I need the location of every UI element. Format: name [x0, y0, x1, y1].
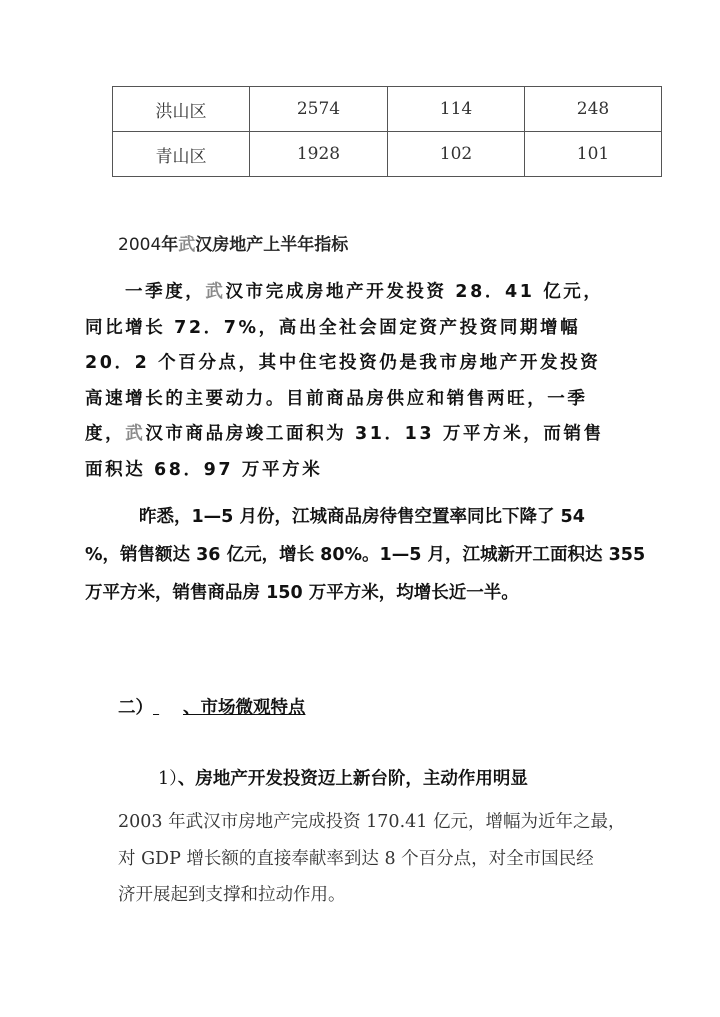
paragraph-line: %，销售额达 36 亿元，增长 80%。1—5 月，江城新开工面积达 355 [85, 545, 646, 565]
paragraph-line: 面积达 68．97 万平方米 [85, 459, 323, 480]
district-data-table [112, 86, 662, 177]
section-underline-gap [153, 698, 183, 718]
paragraph-line [85, 417, 645, 453]
table-cell: 洪山区 [113, 87, 250, 132]
heading-post: 汉房地产上半年指标 [195, 235, 349, 255]
paragraph-line: 高速增长的主要动力。目前商品房供应和销售两旺，一季 [85, 388, 588, 409]
table-cell: 101 [525, 132, 662, 177]
text-span: 汉市商品房竣工面积为 31．13 万平方米，而销售 [145, 424, 604, 444]
paragraph-line: 万平方米，销售商品房 150 万平方米，均增长近一半。 [85, 583, 519, 603]
text-span-wu: 武 [205, 282, 226, 302]
table-cell: 248 [525, 87, 662, 132]
paragraph-line: 昨悉，1—5 月份，江城商品房待售空置率同比下降了 54 [139, 507, 585, 527]
heading-pre: 年 [161, 235, 179, 255]
table-cell: 青山区 [113, 132, 250, 177]
text-span-wu: 武 [125, 424, 146, 444]
section-title: 、市场微观特点 [183, 698, 306, 718]
paragraph-line: 济开展起到支撑和拉动作用。 [118, 885, 346, 905]
paragraph-may-sales [85, 498, 645, 612]
table-cell: 2574 [250, 87, 388, 132]
section-number: 二） [118, 698, 153, 718]
paragraph-line [85, 275, 645, 311]
paragraph-q1-investment [85, 275, 645, 488]
paragraph-2003-investment [118, 804, 648, 914]
subheading-number: 1） [158, 769, 178, 789]
paragraph-line: 20．2 个百分点，其中住宅投资仍是我市房地产开发投资 [85, 353, 601, 373]
section-heading-2004 [118, 230, 348, 255]
paragraph-line: 同比增长 72．7%，高出全社会固定资产投资同期增幅 [85, 317, 581, 338]
paragraph-line: 对 GDP 增长额的直接奉献率到达 8 个百分点，对全市国民经 [118, 848, 594, 869]
subheading-investment [158, 765, 528, 790]
text-span: 度， [85, 424, 126, 444]
text-span: 汉市完成房地产开发投资 28．41 亿元， [225, 282, 604, 302]
table-cell: 1928 [250, 132, 388, 177]
text-span: 一季度， [125, 282, 206, 302]
paragraph-line: 2003 年武汉市房地产完成投资 170.41 亿元，增幅为近年之最， [118, 812, 626, 832]
table-cell: 114 [388, 87, 525, 132]
table-cell: 102 [388, 132, 525, 177]
heading-year: 2004 [118, 235, 162, 255]
section-heading-market [118, 694, 306, 719]
table-row [113, 87, 662, 132]
table-row [113, 132, 662, 177]
heading-wu: 武 [178, 235, 196, 255]
subheading-title: 、房地产开发投资迈上新台阶，主动作用明显 [177, 769, 528, 789]
